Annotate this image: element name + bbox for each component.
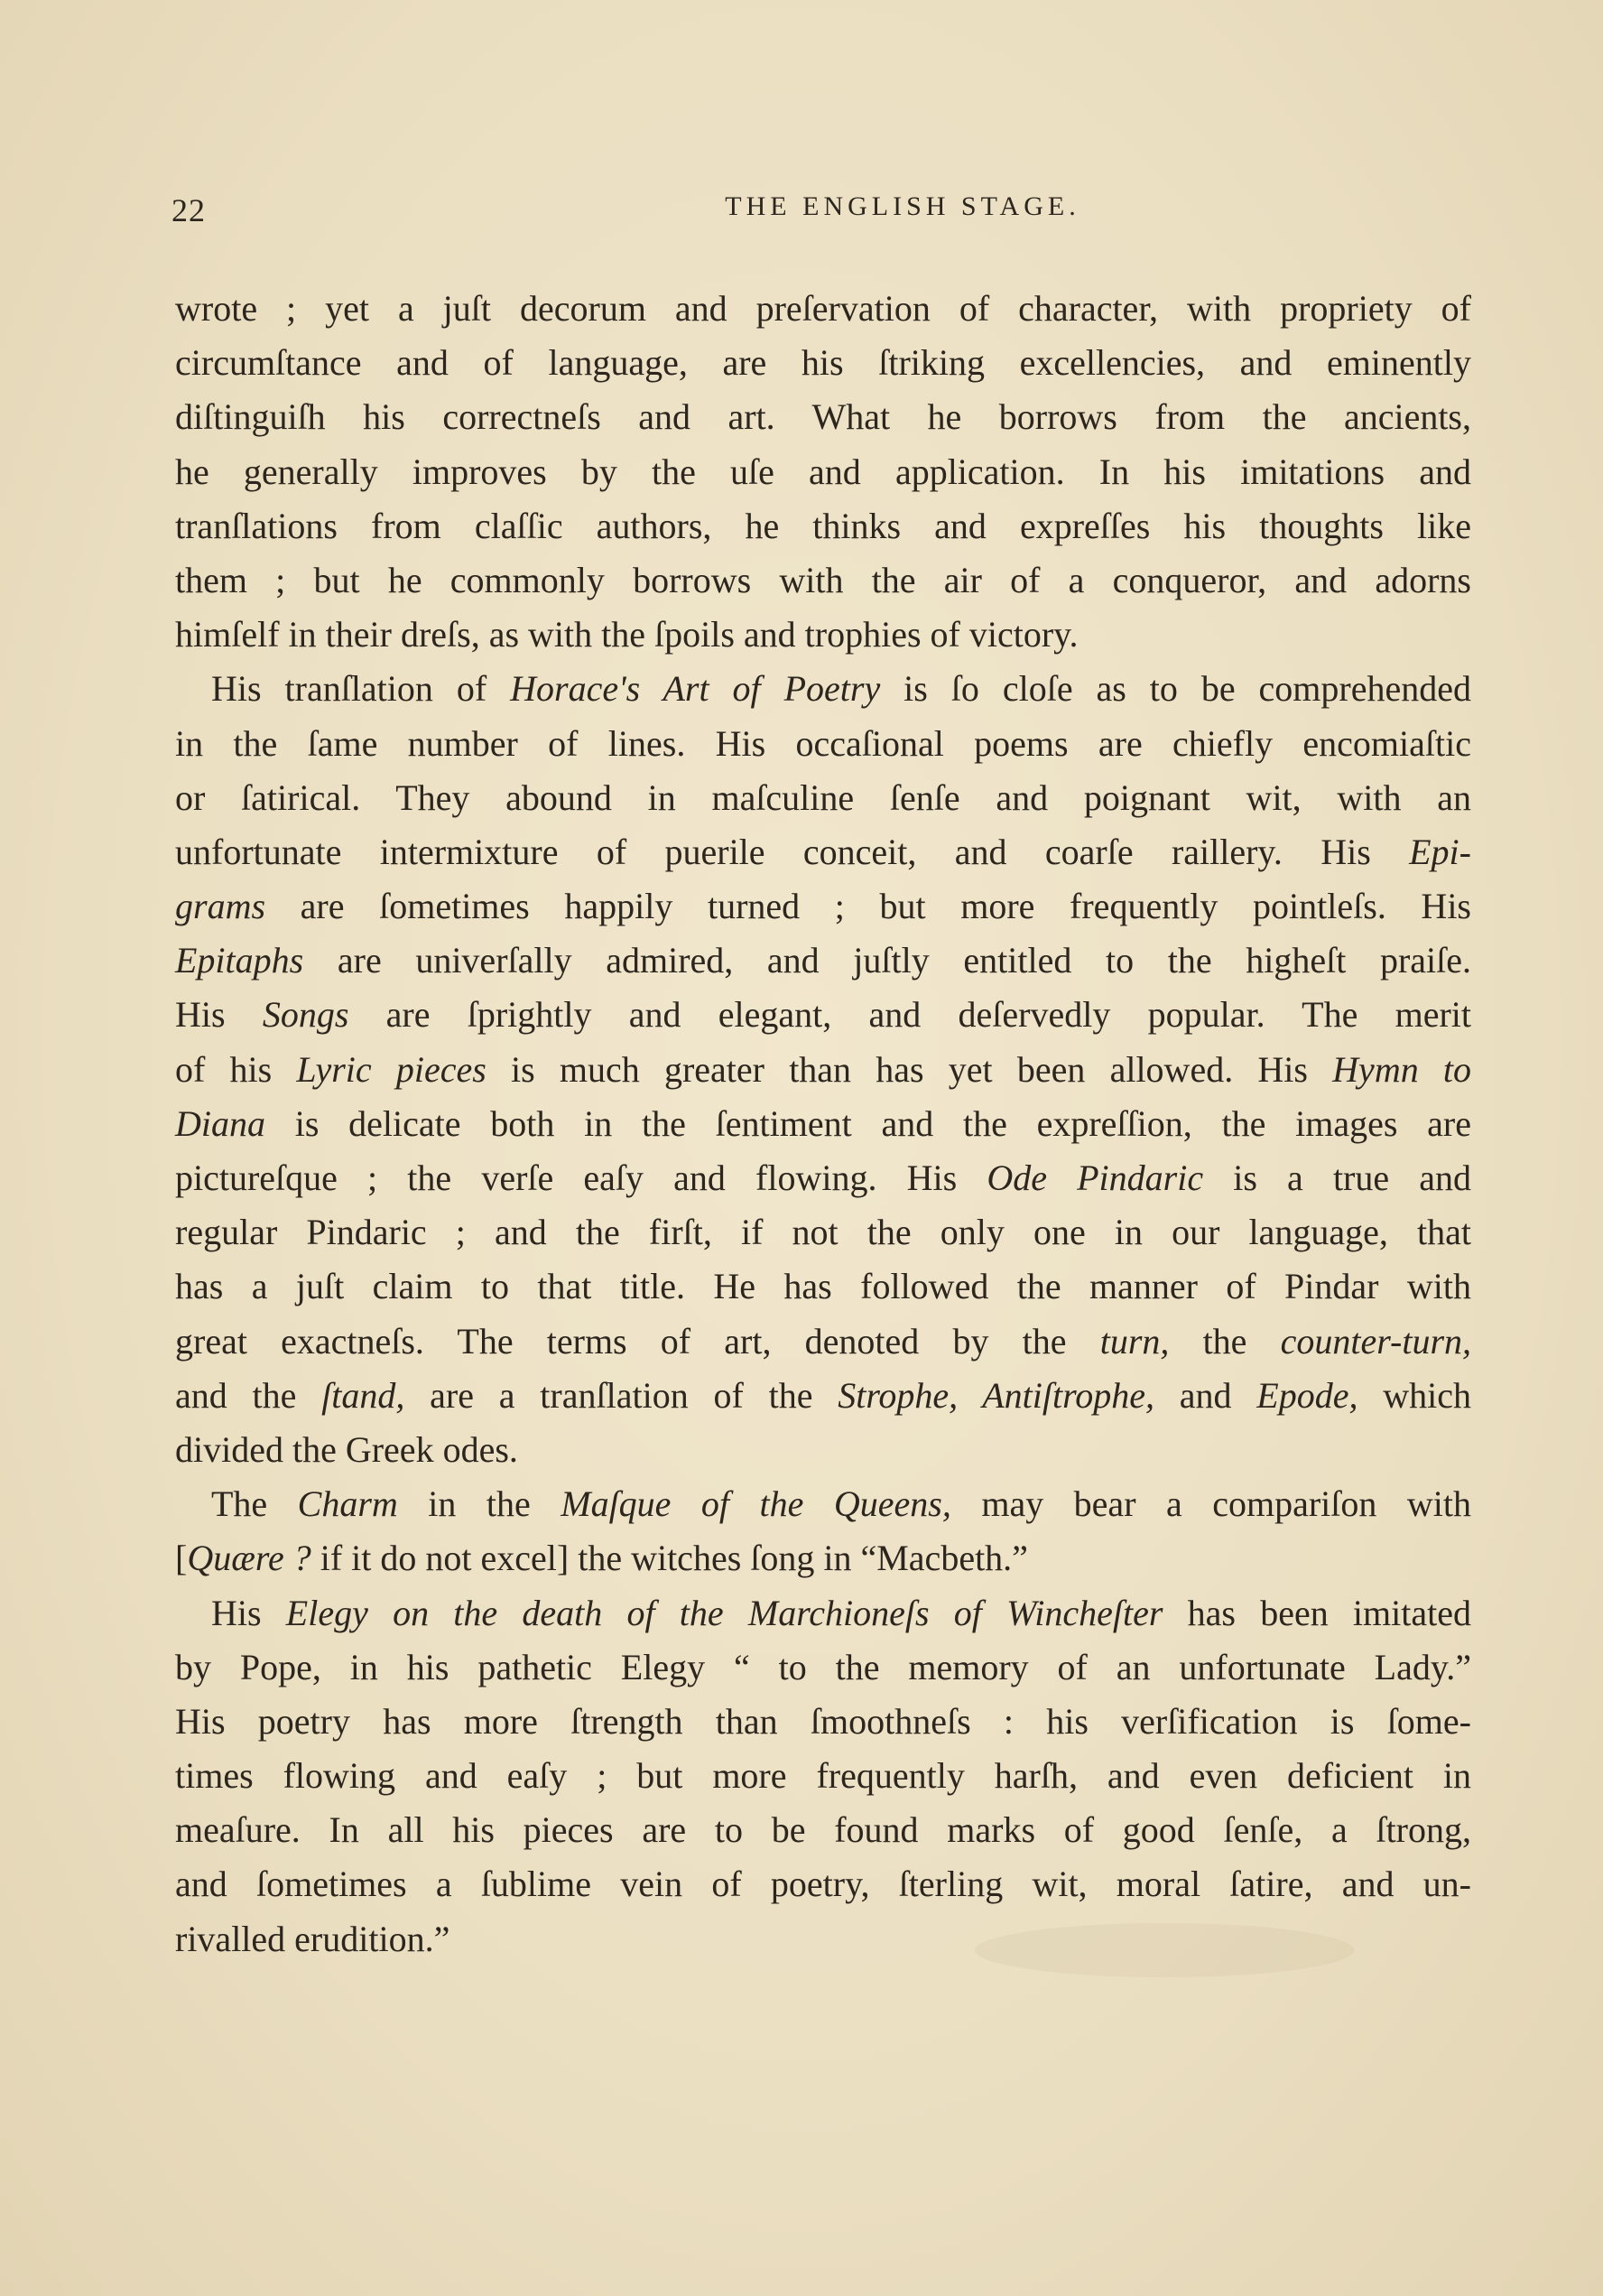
text-line xyxy=(175,1097,1471,1151)
text-line: or ſatirical. They abound in maſculine ſenſe and poignant wit, with an xyxy=(175,776,1471,818)
text-line xyxy=(175,934,1471,988)
text-line: diſtinguiſh his correctneſs and art. What he borrows from the ancients, xyxy=(175,396,1471,438)
text-line: himſelf in their dreſs, as with the ſpoils and trophies of victory. xyxy=(175,614,1079,655)
text-run: which xyxy=(1357,1374,1471,1416)
text-run: may bear a compariſon with xyxy=(950,1483,1471,1525)
text-run: of his xyxy=(175,1048,297,1090)
text-run: is much greater than has yet been allowed. His xyxy=(486,1048,1333,1090)
italic-title: Diana xyxy=(175,1102,265,1144)
italic-title: Epitaphs xyxy=(175,940,304,981)
page-number: 22 xyxy=(171,192,206,228)
text-run: are ſprightly and elegant, and deſervedly popular. The merit xyxy=(348,994,1471,1036)
text-run: is a true and xyxy=(1203,1157,1472,1198)
text-line: circumſtance and of language, are his ſtriking excellencies, and eminently xyxy=(175,342,1471,384)
italic-term: Strophe, Antiſtrophe, xyxy=(838,1374,1154,1416)
italic-title: Lyric pieces xyxy=(296,1048,486,1090)
text-run: is ſo cloſe as to be comprehended xyxy=(880,668,1472,710)
italic-term: counter-turn, xyxy=(1280,1320,1472,1362)
text-line: regular Pindaric ; and the firſt, if not the only one in our language, that xyxy=(175,1212,1471,1253)
text-line: them ; but he commonly borrows with the air of a conqueror, and adorns xyxy=(175,559,1471,600)
italic-title: Elegy on the death of the Marchioneſs of Wincheſter xyxy=(285,1592,1163,1633)
text-run: in the xyxy=(397,1483,561,1525)
italic-title: Horace's Art of Poetry xyxy=(510,668,881,710)
running-head xyxy=(171,191,1453,237)
italic-title: Maſque of the Queens, xyxy=(561,1483,951,1525)
text-run: His xyxy=(211,1592,286,1633)
text-run: has been imitated xyxy=(1163,1592,1472,1633)
text-line: times flowing and eaſy ; but more frequently harſh, and even deficient in xyxy=(175,1755,1471,1797)
italic-title: Songs xyxy=(262,994,349,1036)
text-run: His tranſlation of xyxy=(211,668,511,710)
italic-title: Charm xyxy=(297,1483,398,1525)
text-line: divided the Greek odes. xyxy=(175,1428,518,1470)
text-run: is delicate both in the ſentiment and the expreſſion, the images are xyxy=(265,1102,1471,1144)
italic-title: Ode Pindaric xyxy=(987,1157,1204,1198)
text-line: His poetry has more ſtrength than ſmoothneſs : his verſification is ſome- xyxy=(175,1700,1471,1742)
text-run: if it do not excel] the witches ſong in “Macbeth.” xyxy=(310,1538,1028,1579)
text-line xyxy=(175,825,1471,879)
text-run: pictureſque ; the verſe eaſy and flowing. His xyxy=(175,1157,987,1198)
text-line xyxy=(175,1151,1471,1205)
italic-term: ſtand, xyxy=(321,1374,405,1416)
text-run: are a tranſlation of the xyxy=(404,1374,839,1416)
text-run: unfortunate intermixture of puerile conceit, and coarſe raillery. His xyxy=(175,831,1410,872)
text-line xyxy=(175,1043,1471,1097)
text-line: rivalled erudition.” xyxy=(175,1918,450,1959)
italic-title: Epi- xyxy=(1409,831,1471,872)
text-line: he generally improves by the uſe and application. In his imitations and xyxy=(175,451,1471,492)
italic-note: Quære ? xyxy=(187,1538,311,1579)
text-line: meaſure. In all his pieces are to be found marks of good ſenſe, a ſtrong, xyxy=(175,1809,1471,1851)
text-line xyxy=(175,1315,1471,1369)
text-run: His xyxy=(175,994,263,1036)
text-run: and the xyxy=(175,1374,322,1416)
text-run: [ xyxy=(175,1538,188,1579)
text-line: by Pope, in his pathetic Elegy “ to the memory of an unfortunate Lady.” xyxy=(175,1646,1471,1687)
italic-title: Hymn to xyxy=(1332,1048,1472,1090)
body-text xyxy=(175,282,1471,1966)
text-run: great exactneſs. The terms of art, denoted by the xyxy=(175,1320,1100,1362)
text-line: tranſlations from claſſic authors, he thinks and expreſſes his thoughts like xyxy=(175,505,1471,546)
text-run: and xyxy=(1154,1374,1257,1416)
text-line xyxy=(175,1531,1471,1585)
italic-term: Epode, xyxy=(1256,1374,1358,1416)
text-line xyxy=(175,1586,1471,1641)
italic-term: turn, xyxy=(1099,1320,1170,1362)
text-line xyxy=(175,988,1471,1042)
text-run: the xyxy=(1169,1320,1281,1362)
text-line: and ſometimes a ſublime vein of poetry, ſterling wit, moral ſatire, and un- xyxy=(175,1864,1471,1905)
running-head-title: THE ENGLISH STAGE. xyxy=(725,191,1080,221)
text-line xyxy=(175,879,1471,934)
text-line: wrote ; yet a juſt decorum and preſervation of character, with propriety of xyxy=(175,288,1471,329)
text-line xyxy=(175,662,1471,716)
text-line xyxy=(175,1369,1471,1423)
text-run: are univerſally admired, and juſtly entitled to the higheſt praiſe. xyxy=(303,940,1471,981)
italic-title: grams xyxy=(175,886,266,927)
text-line xyxy=(175,1477,1471,1531)
text-run: are ſometimes happily turned ; but more frequently pointleſs. His xyxy=(265,886,1471,927)
text-run: The xyxy=(211,1483,298,1525)
text-line: in the ſame number of lines. His occaſional poems are chiefly encomiaſtic xyxy=(175,722,1471,764)
text-line: has a juſt claim to that title. He has followed the manner of Pindar with xyxy=(175,1266,1471,1307)
